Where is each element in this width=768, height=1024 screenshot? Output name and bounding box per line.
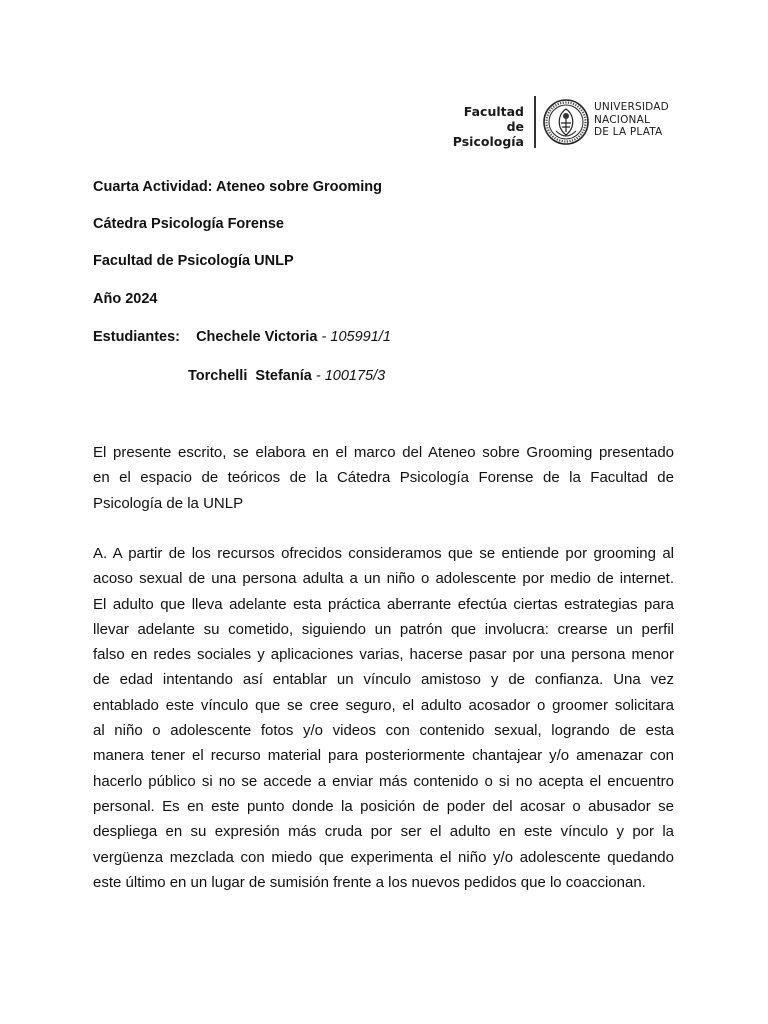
university-name bbox=[594, 101, 669, 139]
paragraph-line: manera tener el recurso material para posteriormente chantajear y/o amenazar con bbox=[93, 747, 674, 765]
paragraph-line: al niño o adolescente fotos y/o videos con contenido sexual, logrando de esta bbox=[93, 722, 674, 740]
student1-id: 105991/1 bbox=[330, 329, 391, 345]
paragraph-line: falso en redes sociales y aplicaciones varias, hacerse pasar por una persona menor bbox=[93, 646, 674, 664]
faculty-logo bbox=[448, 94, 678, 150]
university-name-line3: DE LA PLATA bbox=[594, 126, 663, 138]
activity-title: Cuarta Actividad: Ateneo sobre Grooming bbox=[93, 179, 382, 195]
paragraph-line: acoso sexual de una persona adulta a un niño o adolescente por medio de internet. bbox=[93, 570, 674, 588]
paragraph-line: en el espacio de teóricos de la Cátedra Psicología Forense de la Facultad de bbox=[93, 469, 674, 487]
faculty-title: Facultad de Psicología UNLP bbox=[93, 253, 294, 269]
student2-name: Torchelli Stefanía bbox=[188, 368, 312, 384]
paragraph-line: A. A partir de los recursos ofrecidos consideramos que se entiende por grooming al bbox=[93, 545, 674, 562]
students-line-2 bbox=[188, 367, 385, 385]
paragraph-line: despliega en su expresión más cruda por ser el adulto en este vínculo y por la bbox=[93, 823, 674, 841]
paragraph-line: entablado este vínculo que se cree seguro, el adulto acosador o groomer solicitara bbox=[93, 696, 674, 714]
students-line-1 bbox=[93, 328, 391, 346]
paragraph-line: llevar adelante su cometido, siguiendo un patrón que involucra: crearse un perfil bbox=[93, 620, 674, 638]
paragraph-line: Psicología de la UNLP bbox=[93, 494, 244, 512]
student2-sep: - bbox=[311, 368, 325, 384]
unlp-seal-icon bbox=[542, 98, 590, 146]
logo-divider bbox=[534, 96, 536, 148]
students-label: Estudiantes: bbox=[93, 329, 181, 345]
student1-name: Chechele Victoria bbox=[196, 329, 318, 345]
university-name-line2: NACIONAL bbox=[594, 113, 651, 126]
paragraph-line: El presente escrito, se elabora en el marco del Ateneo sobre Grooming presentado bbox=[93, 444, 674, 461]
paragraph-line: este último en un lugar de sumisión frente a los nuevos pedidos que lo coaccionan. bbox=[93, 873, 646, 891]
faculty-name-line1: Facultad de bbox=[463, 104, 524, 134]
paragraph-line: personal. Es en este punto donde la posición de poder del acosar o abusador se bbox=[93, 797, 674, 815]
year-title: Año 2024 bbox=[93, 291, 158, 307]
paragraph-line: El adulto que lleva adelante esta práctica aberrante efectúa ciertas estrategias para bbox=[93, 595, 674, 613]
student2-id: 100175/3 bbox=[324, 368, 386, 384]
university-name-line1: UNIVERSIDAD bbox=[594, 101, 669, 113]
faculty-name-line2: Psicología bbox=[452, 134, 524, 149]
student1-sep: - bbox=[317, 329, 331, 345]
paragraph-line: de edad intentando así entablar un vínculo amistoso y de confianza. Una vez bbox=[93, 671, 674, 689]
intro-paragraph bbox=[93, 440, 674, 516]
faculty-name bbox=[448, 104, 524, 149]
paragraph-line: hacerlo público si no se accede a enviar más contenido o si no acepta el encuentro bbox=[93, 772, 674, 790]
chair-title: Cátedra Psicología Forense bbox=[93, 216, 284, 232]
paragraph-line: vergüenza mezclada con miedo que experimenta el niño y/o adolescente quedando bbox=[93, 848, 674, 866]
section-a-paragraph bbox=[93, 541, 674, 895]
